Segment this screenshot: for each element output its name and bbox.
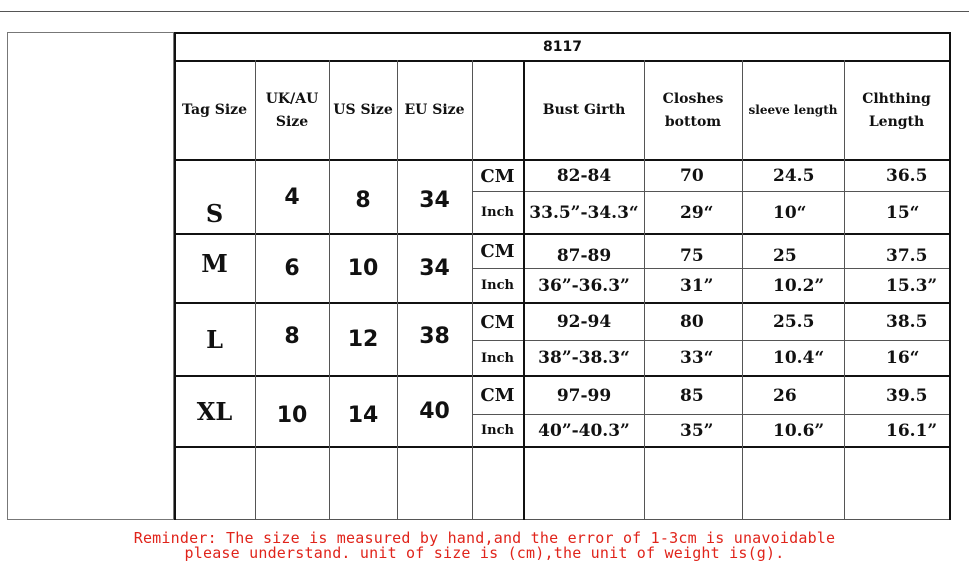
size-chart-table [174,32,951,520]
bottom-cm-xl: 85 [680,385,704,406]
uk-size-m: 6 [284,256,300,281]
unit-inch-xl: Inch [481,423,514,438]
table-border-right [949,32,951,520]
header-clhthing-length [844,62,949,159]
unit-cm-l: CM [480,311,515,333]
reminder-line-1: Reminder: The size is measured by hand,and the error of 1-3cm is unavoidable [133,529,836,547]
tag-size-l: L [206,325,223,354]
sleeve-cm-xl: 26 [773,385,797,406]
length-inch-s: 15“ [886,202,920,223]
group-divider-xl [174,446,951,448]
bottom-cm-s: 70 [680,166,704,186]
unit-cm-m: CM [480,241,515,262]
header-clhthing-line2: Length [868,113,925,130]
eu-size-m: 34 [419,256,450,281]
sleeve-cm-l: 25.5 [773,312,815,332]
header-eu-size: EU Size [404,102,465,119]
bottom-inch-m: 31” [680,275,714,296]
unit-inch-s: Inch [481,205,514,220]
us-size-s: 8 [355,187,371,213]
header-closhes-line2: bottom [664,113,722,130]
bust-cm-m: 87-89 [556,245,612,266]
bust-inch-xl: 40”-40.3” [538,420,630,441]
sleeve-inch-s: 10“ [773,202,807,223]
header-sleeve-length: sleeve length [748,102,838,117]
length-inch-m: 15.3” [886,275,938,296]
reminder-note [0,531,969,561]
eu-size-l: 38 [419,324,450,349]
bottom-cm-l: 80 [680,312,704,332]
us-size-m: 10 [347,256,379,281]
header-uk-au-line2: Size [275,113,309,130]
header-clhthing-line1: Clhthing [862,91,931,108]
bottom-cm-m: 75 [680,245,704,266]
eu-size-s: 34 [419,187,450,213]
tag-size-xl: XL [196,397,233,426]
sleeve-inch-xl: 10.6” [773,420,825,441]
bottom-inch-s: 29“ [680,202,714,223]
header-unit [472,62,523,159]
uk-size-xl: 10 [276,403,308,428]
table-border-bottom [174,519,951,520]
us-size-xl: 14 [347,403,379,428]
unit-inch-m: Inch [481,278,514,293]
sleeve-inch-l: 10.4“ [773,348,825,368]
length-inch-xl: 16.1” [886,420,938,441]
left-blank-panel [7,32,174,520]
length-cm-s: 36.5 [886,166,928,186]
length-inch-l: 16“ [886,348,920,368]
sleeve-cm-s: 24.5 [773,166,815,186]
length-cm-l: 38.5 [886,312,928,332]
header-uk-au-line1: UK/AU [265,91,319,108]
unit-cm-s: CM [480,165,515,187]
header-closhes-bottom [644,62,742,159]
header-closhes-line1: Closhes [662,91,724,108]
eu-size-xl: 40 [419,399,450,424]
tag-size-s: S [205,198,224,228]
length-cm-xl: 39.5 [886,385,928,406]
header-tag-size: Tag Size [181,102,248,119]
bust-cm-s: 82-84 [556,166,612,186]
header-us-size: US Size [333,102,393,119]
uk-size-s: 4 [284,184,300,210]
reminder-line-2: please understand. unit of size is (cm),the unit of weight is(g). [184,544,785,562]
bust-inch-s: 33.5”-34.3“ [529,202,639,223]
top-rule [0,11,969,12]
unit-inch-l: Inch [481,350,514,366]
sleeve-inch-m: 10.2” [773,275,825,296]
tag-size-m: M [201,249,228,278]
us-size-l: 12 [347,327,379,352]
bust-cm-l: 92-94 [556,312,612,332]
bottom-inch-xl: 35” [680,420,714,441]
bust-inch-l: 38”-38.3“ [538,348,630,368]
sleeve-cm-m: 25 [773,245,797,266]
unit-cm-xl: CM [480,385,515,406]
bust-cm-xl: 97-99 [556,385,612,406]
length-cm-m: 37.5 [886,245,928,266]
bottom-inch-l: 33“ [680,348,714,368]
bust-inch-m: 36”-36.3” [538,275,630,296]
uk-size-l: 8 [284,324,300,349]
header-uk-au-size [255,62,329,159]
table-title: 8117 [543,39,582,55]
header-bust-girth: Bust Girth [542,102,626,119]
